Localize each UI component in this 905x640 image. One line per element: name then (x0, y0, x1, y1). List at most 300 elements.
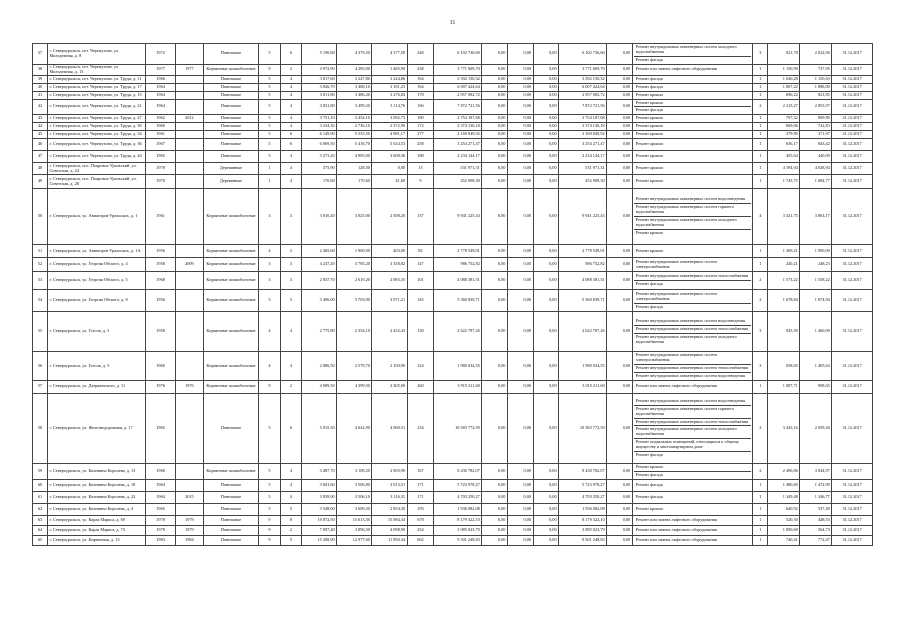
cell-total-area: 4 972,90 (301, 64, 336, 75)
cell-work-types (632, 189, 753, 245)
cell-residential-area: 0,00 (372, 163, 407, 175)
cell-year-built: 1978 (146, 515, 176, 525)
cell-limit-cost: 248,23 (800, 258, 832, 272)
cell-unit-cost: 640,92 (768, 503, 800, 515)
cell-completion-date: 31.12.2017 (832, 290, 873, 312)
cell-floors: 5 (259, 139, 280, 151)
cell-work-count: 1 (753, 64, 768, 75)
cell-year-renovated (176, 131, 204, 139)
cell-owner-funds: 8 430 782,07 (559, 463, 607, 479)
cell-total-area: 3 010,20 (301, 189, 336, 245)
cell-residential-area: 3 116,31 (372, 491, 407, 503)
cell-owner-funds: 3 254 271,47 (559, 139, 607, 151)
cell-unit-cost: 1 087,71 (768, 380, 800, 393)
table-row (33, 245, 873, 258)
cell-completion-date: 31.12.2017 (832, 163, 873, 175)
cell-total-area: 2 775,80 (301, 312, 336, 352)
cell-total-area: 5 015,50 (301, 393, 336, 463)
cell-regional-funds: 0,00 (507, 123, 533, 131)
cell-total-area: 5 190,60 (301, 44, 336, 65)
table-row (33, 272, 873, 290)
cell-limit-cost: 3 863,17 (800, 189, 832, 245)
cell-row-number: 52 (33, 258, 48, 272)
cell-residents: 171 (407, 491, 434, 503)
cell-federal-funds: 0,00 (482, 312, 508, 352)
cell-owner-funds: 10 383 772,59 (559, 393, 607, 463)
cell-work-count: 1 (753, 245, 768, 258)
cell-other-funds: 0,00 (607, 245, 633, 258)
cell-year-renovated (176, 44, 204, 65)
cell-row-number: 48 (33, 163, 48, 175)
cell-federal-funds: 0,00 (482, 525, 508, 535)
cell-regional-funds: 0,00 (507, 290, 533, 312)
cell-unit-cost: 3 321,75 (768, 189, 800, 245)
cell-premises-area: 2 579,70 (337, 352, 372, 381)
table-row (33, 479, 873, 491)
cell-regional-funds: 0,00 (507, 139, 533, 151)
cell-work-count: 3 (753, 312, 768, 352)
cell-premises-area: 4 379,50 (337, 44, 372, 65)
cell-premises-area: 1 900,00 (337, 245, 372, 258)
cell-year-built: 1956 (146, 290, 176, 312)
cell-completion-date: 31.12.2017 (832, 525, 873, 535)
cell-work-types (632, 380, 753, 393)
cell-limit-cost: 1 684,77 (800, 175, 832, 189)
cell-federal-funds: 0,00 (482, 99, 508, 115)
cell-local-funds: 0,00 (533, 99, 559, 115)
cell-local-funds: 0,00 (533, 525, 559, 535)
cell-wall-material: Кирпичные шлакоблочные (203, 290, 259, 312)
cell-year-built: 1962 (146, 115, 176, 123)
cell-regional-funds: 0,00 (507, 75, 533, 83)
cell-year-renovated: 2015 (176, 491, 204, 503)
cell-address: г. Североуральск, ул. Калинина Королева, д. 18 (47, 479, 145, 491)
cell-completion-date: 31.12.2017 (832, 491, 873, 503)
cell-limit-cost: 371,97 (800, 131, 832, 139)
cell-other-funds: 0,00 (607, 91, 633, 99)
work-item: Ремонт фасада (635, 303, 663, 309)
cell-floors: 5 (259, 463, 280, 479)
cell-work-count: 1 (753, 75, 768, 83)
cell-total-cost: 5 723 978,27 (434, 479, 482, 491)
cell-other-funds: 0,00 (607, 64, 633, 75)
cell-regional-funds: 0,00 (507, 515, 533, 525)
cell-owner-funds: 2 169 849,92 (559, 131, 607, 139)
cell-residents: 234 (407, 393, 434, 463)
cell-residents: 13 (407, 163, 434, 175)
cell-residents: 254 (407, 525, 434, 535)
cell-total-area: 3 548,00 (301, 503, 336, 515)
cell-premises-area: 3 488,10 (337, 83, 372, 91)
cell-row-number: 64 (33, 525, 48, 535)
cell-year-built: 1970 (146, 175, 176, 189)
cell-year-built: 1964 (146, 99, 176, 115)
cell-regional-funds: 0,00 (507, 491, 533, 503)
cell-local-funds: 0,00 (533, 535, 559, 545)
cell-local-funds: 0,00 (533, 258, 559, 272)
cell-residents: 238 (407, 64, 434, 75)
cell-owner-funds: 4 703 250,27 (559, 491, 607, 503)
cell-residents: 9 (407, 175, 434, 189)
cell-residents: 124 (407, 352, 434, 381)
cell-premises-area: 3 506,80 (337, 479, 372, 491)
cell-address: г. Североуральск, пгт. Черемухово, ул. Молодежная, д. 8 (47, 44, 145, 65)
cell-local-funds: 0,00 (533, 491, 559, 503)
cell-regional-funds: 0,00 (507, 151, 533, 163)
cell-entrances: 4 (280, 163, 301, 175)
cell-entrances: 4 (280, 99, 301, 115)
cell-work-count: 1 (753, 491, 768, 503)
cell-wall-material: Кирпичные шлакоблочные (203, 352, 259, 381)
cell-floors: 9 (259, 380, 280, 393)
cell-work-types (632, 245, 753, 258)
cell-residents: 258 (407, 139, 434, 151)
cell-regional-funds: 0,00 (507, 91, 533, 99)
cell-federal-funds: 0,00 (482, 515, 508, 525)
work-item: Ремонт фасада (635, 56, 663, 62)
table-row (33, 83, 873, 91)
cell-premises-area: 170,60 (337, 175, 372, 189)
cell-premises-area: 4 399,50 (337, 380, 372, 393)
cell-work-count: 1 (753, 115, 768, 123)
cell-completion-date: 31.12.2017 (832, 393, 873, 463)
cell-floors: 5 (259, 131, 280, 139)
cell-row-number: 40 (33, 83, 48, 91)
cell-owner-funds: 5 360 839,71 (559, 290, 607, 312)
cell-limit-cost: 742,83 (800, 123, 832, 131)
work-item: Ремонт внутридомовых инженерных систем теплоснабжения (634, 365, 751, 373)
cell-total-area: 19 872,50 (301, 515, 336, 525)
cell-row-number: 59 (33, 463, 48, 479)
work-item: Ремонт фасада (635, 83, 663, 89)
cell-federal-funds: 0,00 (482, 175, 508, 189)
cell-unit-cost: 658,65 (768, 352, 800, 381)
cell-unit-cost: 2 496,86 (768, 463, 800, 479)
cell-federal-funds: 0,00 (482, 258, 508, 272)
cell-residents: 137 (407, 189, 434, 245)
work-item: Ремонт внутридомовых инженерных систем холодного водоснабжения (634, 44, 751, 57)
cell-owner-funds: 3 392 150,32 (559, 75, 607, 83)
cell-other-funds: 0,00 (607, 44, 633, 65)
cell-premises-area: 5 553,50 (337, 131, 372, 139)
cell-residents: 130 (407, 312, 434, 352)
cell-total-area: 170,60 (301, 175, 336, 189)
cell-completion-date: 31.12.2017 (832, 91, 873, 99)
cell-year-built: 1960 (146, 352, 176, 381)
cell-total-area: 2 837,70 (301, 272, 336, 290)
cell-total-cost: 3 985 023,79 (434, 525, 482, 535)
cell-total-cost: 986 752,82 (434, 258, 482, 272)
cell-local-funds: 0,00 (533, 503, 559, 515)
cell-floors: 9 (259, 515, 280, 525)
cell-year-renovated (176, 189, 204, 245)
cell-total-area: 3 811,80 (301, 91, 336, 99)
work-item: Ремонт фасада (635, 481, 663, 487)
cell-federal-funds: 0,00 (482, 352, 508, 381)
cell-floors: 9 (259, 525, 280, 535)
cell-wall-material: Панельные (203, 525, 259, 535)
table-row (33, 535, 873, 545)
table-row (33, 352, 873, 381)
cell-residential-area: 3 276,84 (372, 91, 407, 99)
cell-year-renovated (176, 99, 204, 115)
table-row (33, 189, 873, 245)
cell-year-built: 1967 (146, 139, 176, 151)
cell-work-types (632, 535, 753, 545)
cell-local-funds: 0,00 (533, 463, 559, 479)
cell-premises-area: 12 977,60 (337, 535, 372, 545)
cell-unit-cost: 1 150,99 (768, 64, 800, 75)
cell-owner-funds: 8 179 322,10 (559, 515, 607, 525)
cell-other-funds: 0,00 (607, 258, 633, 272)
cell-residents: 277 (407, 131, 434, 139)
table-row (33, 44, 873, 65)
cell-year-renovated (176, 312, 204, 352)
work-item: Ремонт или замена лифтового оборудования (635, 536, 717, 542)
cell-address: г. Североуральск, пос. Покровск-Уральский, ул. Советская, д. 28 (47, 175, 145, 189)
cell-premises-area: 3 703,90 (337, 290, 372, 312)
cell-year-renovated: 1979 (176, 525, 204, 535)
cell-completion-date: 31.12.2017 (832, 175, 873, 189)
cell-residential-area: 2 508,20 (372, 189, 407, 245)
cell-limit-cost: 4 028,94 (800, 163, 832, 175)
cell-work-types (632, 139, 753, 151)
cell-unit-cost: 1 480,69 (768, 479, 800, 491)
cell-address: г. Североуральск, ул. Георгия Обского, д. 4 (47, 258, 145, 272)
cell-year-built: 1978 (146, 163, 176, 175)
cell-premises-area: 2 354,10 (337, 312, 372, 352)
cell-total-cost: 5 360 839,71 (434, 290, 482, 312)
cell-unit-cost: 520,30 (768, 515, 800, 525)
cell-other-funds: 0,00 (607, 131, 633, 139)
cell-local-funds: 0,00 (533, 393, 559, 463)
cell-entrances: 5 (280, 535, 301, 545)
cell-local-funds: 0,00 (533, 515, 559, 525)
cell-premises-area: 15 613,30 (337, 515, 372, 525)
cell-owner-funds: 2 754 187,68 (559, 115, 607, 123)
work-item: Ремонт внутридомовых инженерных систем электроснабжения (634, 352, 751, 365)
cell-address: г. Североуральск, пгт. Черемухово, ул. Трудя, д. 27 (47, 115, 145, 123)
cell-entrances: 3 (280, 272, 301, 290)
cell-total-area: 7 097,40 (301, 525, 336, 535)
work-item: Ремонт внутридомовых инженерных систем теплоснабжения (634, 419, 751, 427)
cell-year-built: 1961 (146, 131, 176, 139)
work-item: Ремонт или замена лифтового оборудования (635, 66, 717, 72)
cell-completion-date: 31.12.2017 (832, 312, 873, 352)
cell-address: г. Североуральск, ул. Карла Маркса, д. 73 (47, 525, 145, 535)
cell-address: г. Североуральск, пгт. Черемухово, ул. Трудя, д. 15 (47, 91, 145, 99)
cell-entrances: 2 (280, 525, 301, 535)
cell-row-number: 62 (33, 503, 48, 515)
cell-regional-funds: 0,00 (507, 175, 533, 189)
cell-floors: 3 (259, 290, 280, 312)
cell-residents: 166 (407, 99, 434, 115)
work-item: Ремонт внутридомовых инженерных систем водоотведения (634, 398, 751, 406)
cell-federal-funds: 0,00 (482, 491, 508, 503)
cell-residential-area: 2 903,90 (372, 463, 407, 479)
cell-entrances: 4 (280, 479, 301, 491)
cell-residential-area: 11 850,34 (372, 535, 407, 545)
cell-owner-funds: 2 778 549,01 (559, 245, 607, 258)
cell-owner-funds: 4 088 381,51 (559, 272, 607, 290)
cell-completion-date: 31.12.2017 (832, 123, 873, 131)
cell-residential-area: 1 465,90 (372, 64, 407, 75)
cell-work-types (632, 131, 753, 139)
cell-year-renovated (176, 290, 204, 312)
cell-wall-material: Панельные (203, 115, 259, 123)
cell-work-types (632, 258, 753, 272)
cell-year-renovated (176, 393, 204, 463)
cell-local-funds: 0,00 (533, 83, 559, 91)
cell-work-count: 1 (753, 83, 768, 91)
cell-address: г. Североуральск, пгт. Черемухово, ул. Трудя, д. 30 (47, 123, 145, 131)
table-row (33, 115, 873, 123)
cell-work-types (632, 175, 753, 189)
cell-owner-funds: 452 908,30 (559, 175, 607, 189)
cell-address: г. Североуральск, пгт. Черемухово, ул. Трудя, д. 34 (47, 131, 145, 139)
cell-unit-cost: 4 194,94 (768, 163, 800, 175)
work-item: Ремонт крыши (635, 115, 663, 121)
cell-completion-date: 31.12.2017 (832, 380, 873, 393)
work-item: Ремонт крыши (635, 230, 663, 236)
cell-total-cost: 4 088 381,51 (434, 272, 482, 290)
cell-residents: 188 (407, 151, 434, 163)
cell-unit-cost: 1 743,75 (768, 175, 800, 189)
cell-regional-funds: 0,00 (507, 163, 533, 175)
cell-limit-cost: 2 853,97 (800, 99, 832, 115)
work-item: Ремонт фасада (635, 107, 663, 113)
cell-federal-funds: 0,00 (482, 139, 508, 151)
cell-regional-funds: 0,00 (507, 189, 533, 245)
cell-limit-cost: 908,65 (800, 380, 832, 393)
cell-limit-cost: 440,09 (800, 151, 832, 163)
cell-work-count: 1 (753, 479, 768, 491)
table-row (33, 463, 873, 479)
cell-entrances: 4 (280, 123, 301, 131)
table-row (33, 139, 873, 151)
cell-year-built: 1958 (146, 312, 176, 352)
table-row (33, 525, 873, 535)
cell-unit-cost: 636,17 (768, 139, 800, 151)
cell-unit-cost: 945,39 (768, 312, 800, 352)
cell-premises-area: 3 247,80 (337, 75, 372, 83)
cell-address: г. Североуральск, пгт. Черемухово, ул. Молодежная, д. 15 (47, 64, 145, 75)
cell-floors: 9 (259, 535, 280, 545)
cell-floors: 5 (259, 91, 280, 99)
cell-total-cost: 3 771 609,70 (434, 64, 482, 75)
cell-owner-funds: 2 234 144,17 (559, 151, 607, 163)
cell-premises-area: 3 609,20 (337, 503, 372, 515)
cell-wall-material: Панельные (203, 83, 259, 91)
cell-year-renovated (176, 272, 204, 290)
cell-residents: 180 (407, 115, 434, 123)
cell-total-area: 3 224,30 (301, 123, 336, 131)
work-item: Ремонт фасада (635, 452, 663, 458)
cell-residents: 101 (407, 272, 434, 290)
cell-owner-funds: 3 985 023,79 (559, 525, 607, 535)
cell-year-built: 1968 (146, 272, 176, 290)
cell-other-funds: 0,00 (607, 503, 633, 515)
cell-total-cost: 2 374 136,18 (434, 123, 482, 131)
cell-regional-funds: 0,00 (507, 380, 533, 393)
cell-address: г. Североуральск, пгт. Черемухово, ул. Трудя, д. 21 (47, 99, 145, 115)
cell-residential-area: 2 854,30 (372, 503, 407, 515)
cell-total-cost: 6 102 736,60 (434, 44, 482, 65)
cell-work-types (632, 75, 753, 83)
cell-row-number: 53 (33, 272, 48, 290)
cell-premises-area: 4 642,90 (337, 393, 372, 463)
cell-owner-funds: 6 102 736,60 (559, 44, 607, 65)
cell-wall-material: Панельные (203, 99, 259, 115)
cell-total-cost: 9 501 248,83 (434, 535, 482, 545)
cell-wall-material: Панельные (203, 131, 259, 139)
cell-limit-cost: 1 888,00 (800, 83, 832, 91)
cell-other-funds: 0,00 (607, 515, 633, 525)
cell-federal-funds: 0,00 (482, 380, 508, 393)
cell-work-types (632, 115, 753, 123)
cell-floors: 5 (259, 479, 280, 491)
cell-regional-funds: 0,00 (507, 131, 533, 139)
cell-unit-cost: 740,41 (768, 535, 800, 545)
cell-total-area: 4 237,20 (301, 258, 336, 272)
cell-regional-funds: 0,00 (507, 312, 533, 352)
cell-residents: 248 (407, 44, 434, 65)
work-item: Ремонт или замена лифтового оборудования (635, 516, 717, 522)
work-item: Ремонт фасада (635, 493, 663, 499)
cell-local-funds: 0,00 (533, 380, 559, 393)
cell-residential-area: 4 060,51 (372, 393, 407, 463)
cell-year-built: 1964 (146, 479, 176, 491)
cell-limit-cost: 2 059,26 (800, 393, 832, 463)
cell-work-count: 2 (753, 272, 768, 290)
cell-year-renovated (176, 175, 204, 189)
cell-federal-funds: 0,00 (482, 245, 508, 258)
cell-floors: 5 (259, 393, 280, 463)
cell-unit-cost: 669,66 (768, 123, 800, 131)
cell-unit-cost: 240,21 (768, 258, 800, 272)
cell-work-count: 1 (753, 151, 768, 163)
cell-address: г. Североуральск, ул. Гоголя, д. 3 (47, 312, 145, 352)
cell-wall-material: Кирпичные шлакоблочные (203, 64, 259, 75)
cell-address: г. Североуральск, ул. Калинина Королева, д. 4 (47, 503, 145, 515)
cell-completion-date: 31.12.2017 (832, 272, 873, 290)
cell-floors: 5 (259, 151, 280, 163)
cell-residents: 171 (407, 479, 434, 491)
work-item: Ремонт внутридомовых инженерных систем электроснабжения (634, 291, 751, 304)
cell-work-count: 3 (753, 44, 768, 65)
cell-total-cost: 2 234 144,17 (434, 151, 482, 163)
cell-unit-cost: 1 807,22 (768, 83, 800, 91)
cell-address: г. Североуральск, ул. Калинина Королева, д. 22 (47, 491, 145, 503)
cell-limit-cost: 1 558,22 (800, 272, 832, 290)
cell-limit-cost: 809,89 (800, 115, 832, 123)
work-item: Ремонт крыши (635, 123, 663, 129)
cell-floors: 5 (259, 491, 280, 503)
work-item: Ремонт или замена лифтового оборудования (635, 526, 717, 532)
cell-address: г. Североуральск, ул. Георгия Обского, д. 8 (47, 290, 145, 312)
cell-total-area: 3 751,10 (301, 115, 336, 123)
cell-wall-material: Панельные (203, 515, 259, 525)
work-item: Ремонт крыши (635, 91, 663, 97)
cell-premises-area: 3 486,20 (337, 91, 372, 99)
cell-row-number: 37 (33, 44, 48, 65)
cell-total-cost: 7 872 721,56 (434, 99, 482, 115)
cell-premises-area: 2 736,10 (337, 123, 372, 131)
cell-entrances: 6 (280, 393, 301, 463)
cell-regional-funds: 0,00 (507, 245, 533, 258)
cell-entrances: 8 (280, 515, 301, 525)
cell-year-built: 1964 (146, 491, 176, 503)
